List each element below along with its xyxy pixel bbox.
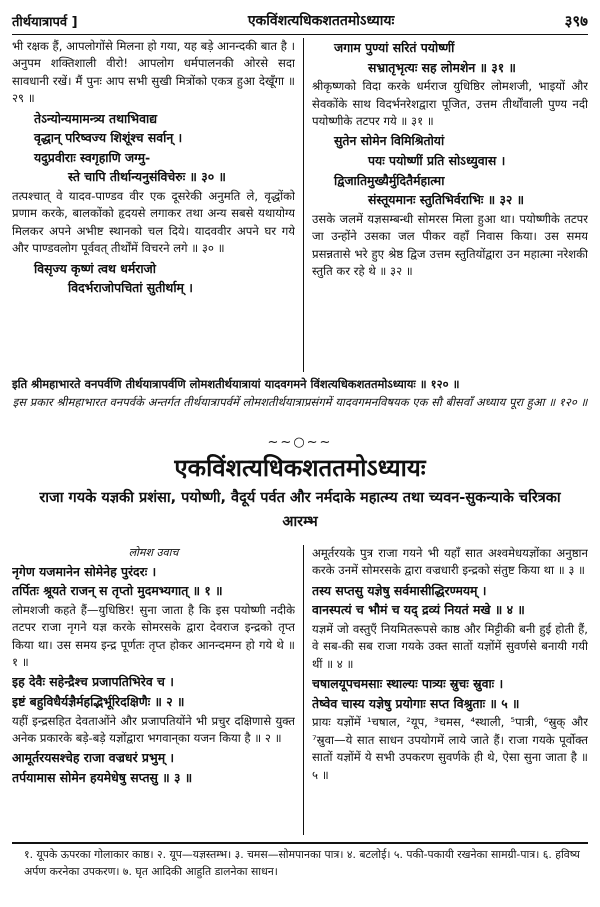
chapter-colophon <box>12 376 588 412</box>
sanskrit-verse-line: आमूर्तरयसश्चेह राजा वज्रधरं प्रभुम् । <box>12 750 175 766</box>
ornament-divider: ~~○~~ <box>267 435 333 450</box>
sanskrit-verse-line: यदुप्रवीराः स्वगृहाणि जग्मु- <box>34 149 151 165</box>
sanskrit-verse-line: स्ते चापि तीर्थान्यनुसंविचेरुः ॥ ३० ॥ <box>68 169 226 185</box>
header-chapter-title: एकविंशत्यधिकशततमोऽध्यायः <box>247 13 395 29</box>
top-right-column <box>312 38 588 374</box>
top-left-column <box>12 38 295 374</box>
sanskrit-verse-line: इष्टं बहुविधैर्यज्ञैर्महद्भिर्भूरिदक्षिणैः ॥ २ ॥ <box>12 693 185 709</box>
translation-paragraph: लोमशजी कहते हैं—युधिष्ठिर! सुना जाता है कि इस पयोष्णी नदीके तटपर राजा नृगने यज्ञ करके सोमरसके द्वारा देवराज इन्द्रको तृप्त किया था। उस समय इन्द्र पूर्णतः तृप्त होकर आनन्दमग्न हो गये थे ॥ १ ॥ <box>12 602 295 669</box>
sanskrit-verse-line: वृद्धान् परिष्वज्य शिशूंश्च सर्वान् । <box>34 130 183 146</box>
chapter-summary: राजा गयके यज्ञकी प्रशंसा, पयोष्णी, वैदूर्य पर्वत और नर्मदाके महात्म्य तथा च्यवन-सुकन्याके चरित्रका आरम्भ <box>39 490 561 530</box>
sanskrit-verse-line: विसृज्य कृष्णं त्वथ धर्मराजो <box>34 260 156 276</box>
translation-paragraph: यज्ञमें जो वस्तुएँ नियमितरूपसे काष्ठ और मिट्टीकी बनी हुई होती हैं, वे सब-की सब राजा गयके उक्त सातों यज्ञोंमें सुवर्णसे बनायी गयी थीं ॥ ४ ॥ <box>312 622 588 671</box>
parva-name: तीर्थयात्रापर्व ] <box>12 14 78 30</box>
translation-paragraph: यहीं इन्द्रसहित देवताओंने और प्रजापतियोंने भी प्रचुर दक्षिणासे युक्त अनेक प्रकारके बड़े-बड़े यज्ञोंद्वारा भगवान्‌का यजन किया है ॥ २ ॥ <box>12 713 295 745</box>
sanskrit-verse-line: तेऽन्योन्यमामन्त्र्य तथाभिवाद्य <box>34 110 158 126</box>
translation-paragraph: प्रायः यज्ञोंमें ¹चषाल, ²यूप, ³चमस, ⁴स्थाली, ⁵पात्री, ⁶स्रुक् और ⁷स्रुवा—ये सात साधन उपयोगमें लाये जाते हैं। राजा गयके पूर्वोक्त सातों यज्ञोंमें ये सभी उपकरण सुवर्णके ही थे, ऐसा सुना जाता है ॥ ५ ॥ <box>312 715 588 782</box>
translation-paragraph: तत्पश्चात् वे यादव-पाण्डव वीर एक दूसरेकी अनुमति ले, वृद्धोंको प्रणाम करके, बालकोंको हृदयसे लगाकर तथा अन्य सबसे यथायोग्य मिलकर अपने अभीष्ट स्थानको चल दिये। यादववीर अपने घर गये और पाण्डवलोग पूर्ववत् तीर्थोंमें विचरने लगे ॥ ३० ॥ <box>12 189 295 256</box>
sanskrit-verse-line: संस्तूयमानः स्तुतिभिर्वराभिः ॥ ३२ ॥ <box>368 192 525 208</box>
sanskrit-verse-line: तेष्वेव चास्य यज्ञेषु प्रयोगाः सप्त विश्रुताः ॥ ५ ॥ <box>312 695 520 711</box>
sanskrit-verse-line: नृगेण यजमानेन सोमेनेह पुरंदरः । <box>12 563 157 579</box>
sanskrit-verse-line: चषालयूपचमसाः स्थाल्यः पात्र्यः स्रुचः स्रुवाः । <box>312 676 504 692</box>
footnote-rule <box>12 842 588 844</box>
running-header <box>12 8 588 35</box>
bottom-right-column <box>312 545 588 842</box>
sanskrit-verse-line: सभ्रातृभृत्यः सह लोमशेन ॥ ३१ ॥ <box>368 59 516 75</box>
sanskrit-verse-line: तर्पितः श्रूयते राजन् स तृप्तो मुदमभ्यगात् ॥ १ ॥ <box>12 583 223 599</box>
sanskrit-verse-line: वानस्पत्यं च भौमं च यद् द्रव्यं नियतं मखे ॥ ४ ॥ <box>312 602 525 618</box>
column-divider <box>303 38 304 372</box>
sanskrit-verse-line: द्विजातिमुख्यैर्मुदितैर्महात्मा <box>334 172 445 188</box>
sanskrit-verse-line: तर्पयामास सोमेन हयमेधेषु सप्तसु ॥ ३ ॥ <box>12 769 193 785</box>
translation-paragraph: श्रीकृष्णको विदा करके धर्मराज युधिष्ठिर लोमशजी, भाइयों और सेवकोंके साथ विदर्भनरेशद्वारा पूजित, उत्तम तीर्थोंवाली पुण्य नदी पयोष्णीके तटपर गये ॥ ३१ ॥ <box>312 79 588 128</box>
colophon-hindi: इस प्रकार श्रीमहाभारत वनपर्वके अन्तर्गत तीर्थयात्रापर्वमें लोमशतीर्थयात्राप्रसंगमें यादवगमनविषयक एक सौ बीसवाँ अध्याय पूरा हुआ ॥ १२० ॥ <box>12 395 588 410</box>
sanskrit-verse-line: तस्य सप्तसु यज्ञेषु सर्वमासीद्धिरण्मयम् । <box>312 582 487 598</box>
sanskrit-verse-line: इह देवैः सहेन्द्रैश्च प्रजापतिभिरेव च । <box>12 674 174 690</box>
sanskrit-verse-line: सुतेन सोमेन विमिश्रितोयां <box>334 133 445 149</box>
sanskrit-verse-line: विदर्भराजोपचितां सुतीर्थाम् । <box>68 280 193 296</box>
sanskrit-verse-line: जगाम पुण्यां सरितं पयोष्णीं <box>334 40 455 55</box>
translation-paragraph: भी रक्षक हैं, आपलोगोंसे मिलना हो गया, यह बड़े आनन्दकी बात है । अनुपम शक्तिशाली वीरो! आपलोग धर्मपालनकी ओरसे सदा सावधानी रखें। मैं पुनः आप सभी सुखी मित्रोंको एकत्र हुआ देखूँगा ॥ २९ ॥ <box>12 39 295 106</box>
page-number: ३९७ <box>564 11 588 30</box>
chapter-title: एकविंशत्यधिकशततमोऽध्यायः <box>174 454 426 482</box>
speaker-label: लोमश उवाच <box>128 546 179 559</box>
bottom-left-column <box>12 545 295 842</box>
translation-paragraph: उसके जलमें यज्ञसम्बन्धी सोमरस मिला हुआ था। पयोष्णीके तटपर जा उन्होंने उसका जल पीकर वहाँ निवास किया। उस समय प्रसन्नतासे भरे हुए श्रेष्ठ द्विज उत्तम स्तुतियोंद्वारा उन महात्मा नरेशकी स्तुति कर रहे थे ॥ ३२ ॥ <box>312 211 588 278</box>
column-divider <box>303 545 304 835</box>
translation-paragraph: अमूर्तरयके पुत्र राजा गयने भी यहाँ सात अश्वमेधयज्ञोंका अनुष्ठान करके उनमें सोमरसके द्वारा वज्रधारी इन्द्रको संतुष्ट किया था ॥ ३ ॥ <box>312 546 588 578</box>
sanskrit-verse-line: पयः पयोष्णीं प्रति सोऽध्युवास । <box>368 153 506 168</box>
colophon-sanskrit: इति श्रीमहाभारते वनपर्वणि तीर्थयात्रापर्वणि लोमशतीर्थयात्रायां यादवगमने विंशत्यधिकशततमोऽध्यायः ॥ १२० ॥ <box>12 377 460 391</box>
footnotes: १. यूपके ऊपरका गोलाकार काष्ठ। २. यूप—यज्ञस्तम्भ। ३. चमस—सोमपानका पात्र। ४. बटलोई। ५. पकी-पकायी रखनेका सामग्री-पात्र। ६. हविष्य अर्पण करनेका उपकरण। ७. घृत आदिकी आहुति डालनेका साधन। <box>24 848 580 879</box>
